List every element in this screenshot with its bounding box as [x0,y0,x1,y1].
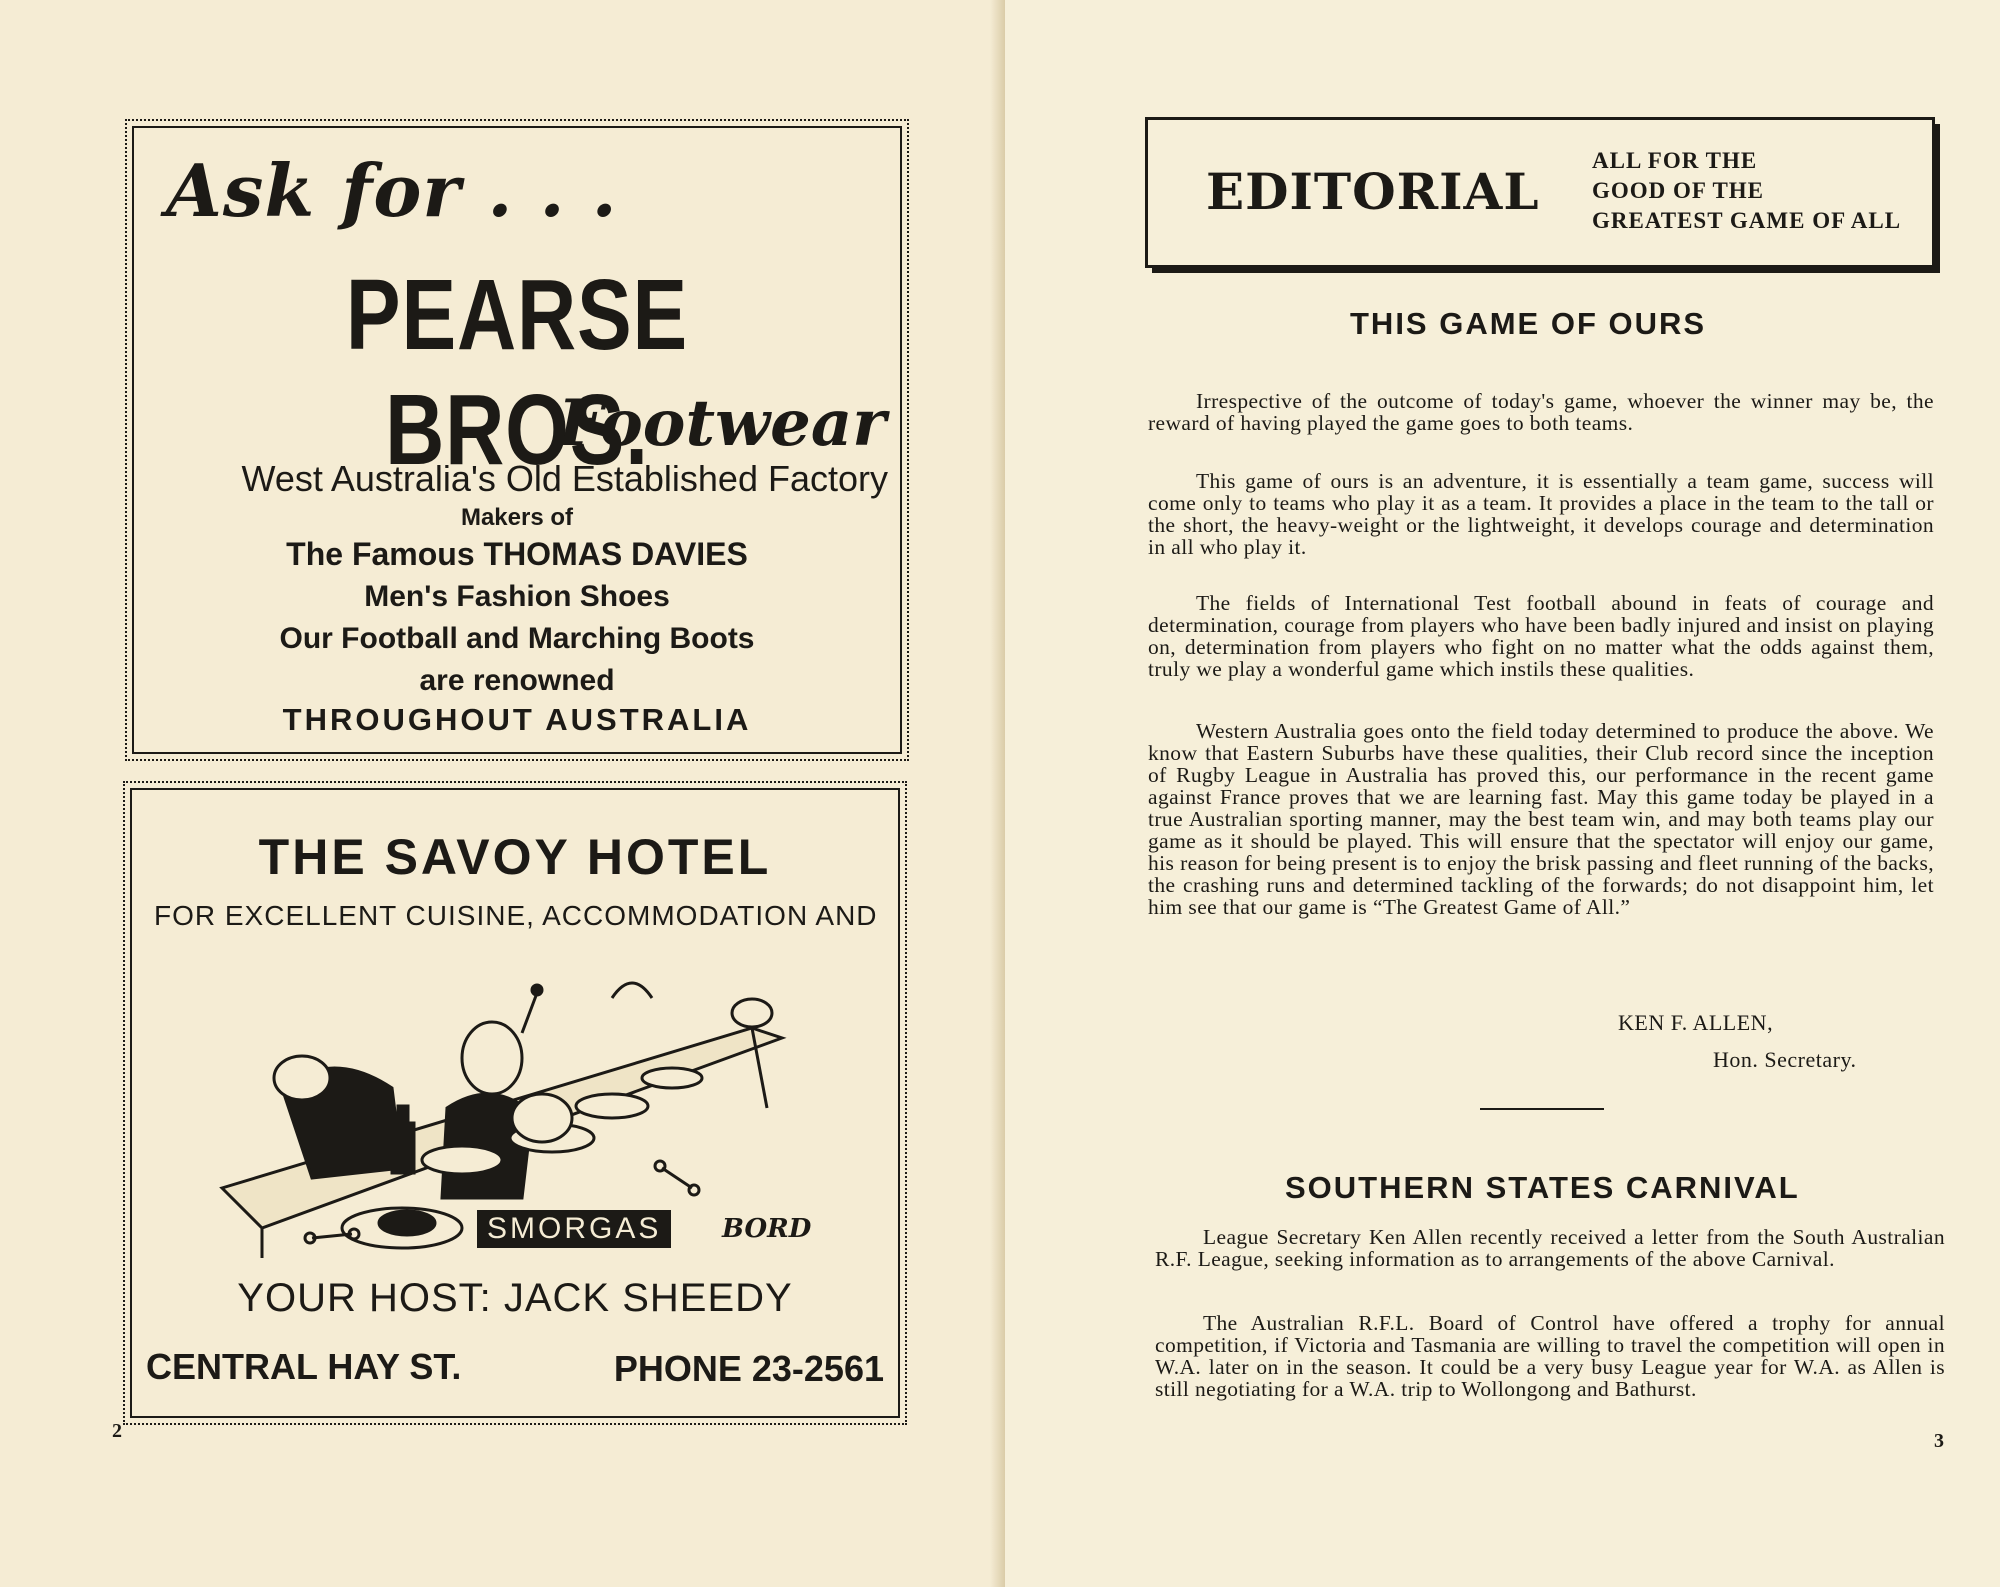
pearse-bros-advert [132,126,902,754]
editorial-tag-line-2: GOOD OF THE [1592,178,1765,203]
renowned-line: are renowned [419,664,615,697]
editorial-paragraph: Western Australia goes onto the field today determined to produce the above. We know that Eastern Suburbs have these qualities, their Club record since the inception of Rugby League in Australia has proved this, our performance in the recent game against France proves that we are learning fast. May this game today be played in a true Australian sporting manner, may the best team win, and may both teams play our game as it should be played. This will ensure that the spectator will enjoy our game, his reason for being present is to enjoy the brisk passing and fleet running of the backs, the crashing runs and determined tackling of the forwards; do not disappoint him, let him see that our game is “The Greatest Game of All.” [1148,719,1934,919]
address-line: CENTRAL HAY ST. [146,1346,462,1387]
editorial-title: EDITORIAL [1206,162,1540,221]
savoy-hotel-advert [130,788,900,1418]
carnival-paragraph: The Australian R.F.L. Board of Control have offered a trophy for annual competition, if Victoria and Tasmania are willing to travel the competition will open in W.A. later on in the season. It could be a very busy League year for W.A. as Allen is still negotiating for a W.A. trip to Wollongong and Bathurst. [1155,1311,1945,1401]
throughout-australia-line: THROUGHOUT AUSTRALIA [282,702,752,737]
makers-of-line: Makers of [460,504,574,531]
editorial-tagline [1592,146,1901,236]
pearse-bros-brand: PEARSE BROS. [345,259,689,486]
host-line: YOUR HOST: JACK SHEEDY [237,1276,793,1320]
this-game-of-ours-heading: THIS GAME OF OURS [1350,306,1707,341]
editorial-tag-line-1: ALL FOR THE [1592,148,1758,173]
editorial-paragraph: Irrespective of the outcome of today's game, whoever the winner may be, the reward of having played the game goes to both teams. [1148,389,1934,435]
mens-shoes-line: Men's Fashion Shoes [364,580,670,613]
smorgasbord-bord-label: BORD [722,1214,812,1244]
editorial-banner [1145,117,1935,268]
carnival-paragraph: League Secretary Ken Allen recently received a letter from the South Australian R.F. League, seeking information as to arrangements of the above Carnival. [1155,1225,1945,1271]
ask-for-heading: Ask for . . . [166,148,618,233]
signature-title: Hon. Secretary. [1713,1047,1857,1072]
savoy-hotel-title: THE SAVOY HOTEL [258,829,772,885]
thomas-davies-line: The Famous THOMAS DAVIES [286,536,748,572]
smorgasbord-label: SMORGAS [477,1210,671,1248]
factory-tagline: West Australia's Old Established Factory [241,458,888,499]
editorial-paragraph: The fields of International Test football abound in feats of courage and determination, courage from players who have been badly injured and insist on playing on, determination from players who fight on no matter what the odds against them, truly we play a wonderful game which instils these qualities. [1148,591,1934,681]
section-divider [1480,1108,1604,1110]
phone-line: PHONE 23-2561 [613,1348,884,1389]
signature-name: KEN F. ALLEN, [1618,1010,1774,1035]
editorial-tag-line-3: GREATEST GAME OF ALL [1592,208,1902,233]
southern-states-carnival-heading: SOUTHERN STATES CARNIVAL [1285,1170,1800,1205]
editorial-paragraph: This game of ours is an adventure, it is essentially a team game, success will come only to teams who play it as a team. It provides a place in the team to the tall or the short, the heavy-weight or the lightweight, it develops courage and determination in all who play it. [1148,469,1934,559]
page-number-left: 2 [112,1420,122,1442]
footwear-label: Footwear [558,386,886,461]
savoy-subtitle: FOR EXCELLENT CUISINE, ACCOMMODATION AND [154,900,878,931]
football-boots-line: Our Football and Marching Boots [279,622,755,655]
page-number-right: 3 [1934,1430,1944,1452]
